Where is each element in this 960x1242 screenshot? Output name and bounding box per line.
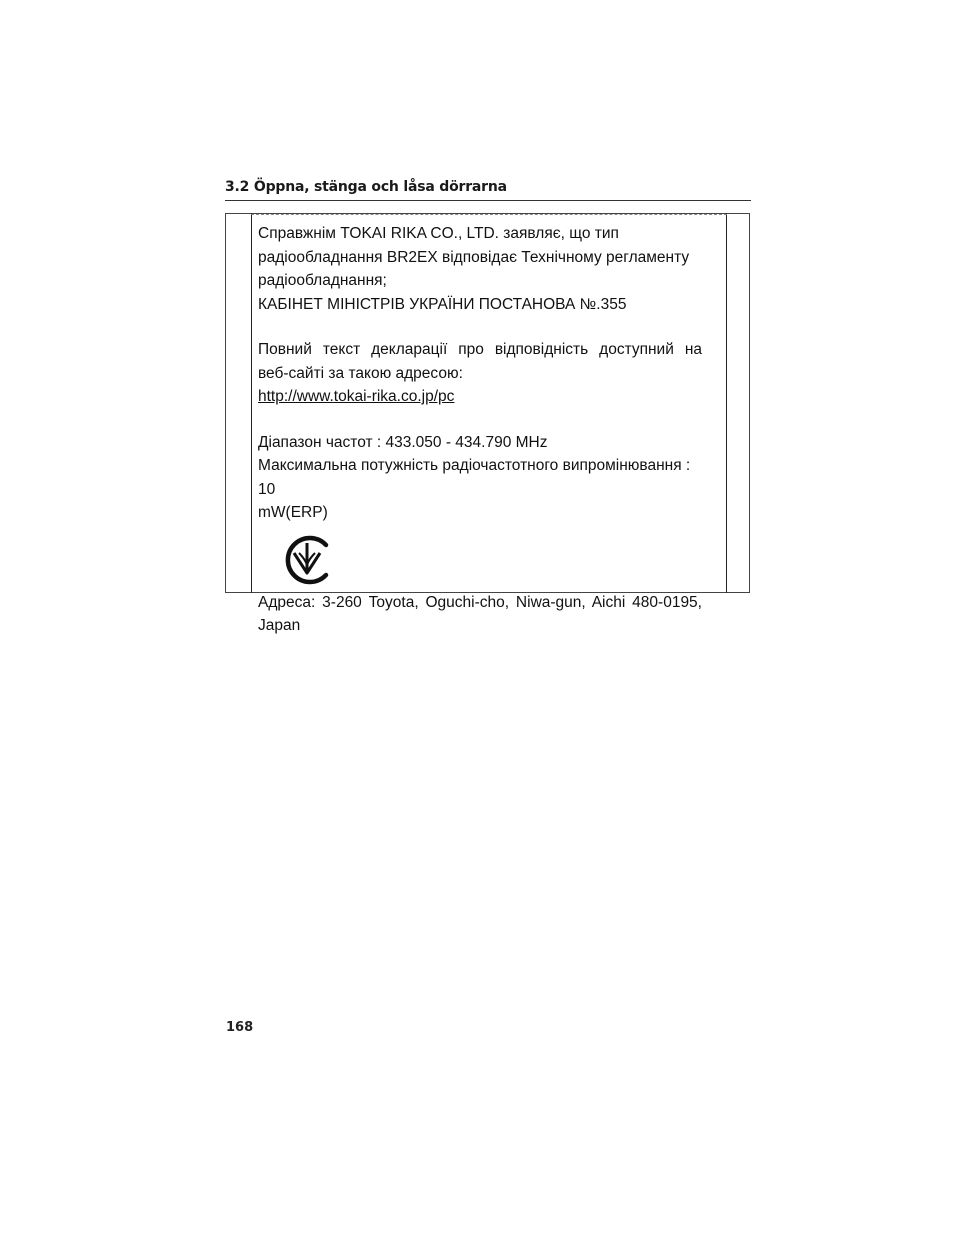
frequency-range: Діапазон частот : 433.050 - 434.790 MHz <box>258 433 548 451</box>
max-power-line: Максимальна потужність радіочастотного випромінювання : 10 <box>258 457 691 498</box>
ukrainian-conformity-mark-icon <box>280 533 334 587</box>
declaration-line: радіообладнання BR2EX відповідає Технічному регламенту <box>258 248 690 266</box>
declaration-content <box>258 222 702 638</box>
max-power-line: mW(ERP) <box>258 504 328 521</box>
full-text-line: Повний текст декларації про відповідність доступний на <box>258 341 702 358</box>
full-text-line: веб-сайті за такою адресою: <box>258 364 463 382</box>
declaration-line: Справжнім TOKAI RIKA CO., LTD. заявляє, що тип <box>258 225 619 242</box>
mark-container <box>258 525 702 591</box>
address-line: Адреса: 3-260 Toyota, Oguchi-cho, Niwa-gun, Aichi 480-0195, <box>258 593 702 611</box>
section-header <box>225 178 751 201</box>
dashed-divider <box>251 214 727 215</box>
declaration-line: КАБІНЕТ МІНІСТРІВ УКРАЇНИ ПОСТАНОВА №.355 <box>258 295 627 313</box>
section-title: 3.2 Öppna, stänga och låsa dörrarna <box>225 179 507 195</box>
page-number: 168 <box>226 1020 254 1035</box>
address-line: Japan <box>258 617 301 634</box>
declaration-line: радіообладнання; <box>258 272 387 289</box>
declaration-url-link[interactable]: http://www.tokai-rika.co.jp/pc <box>258 388 455 405</box>
